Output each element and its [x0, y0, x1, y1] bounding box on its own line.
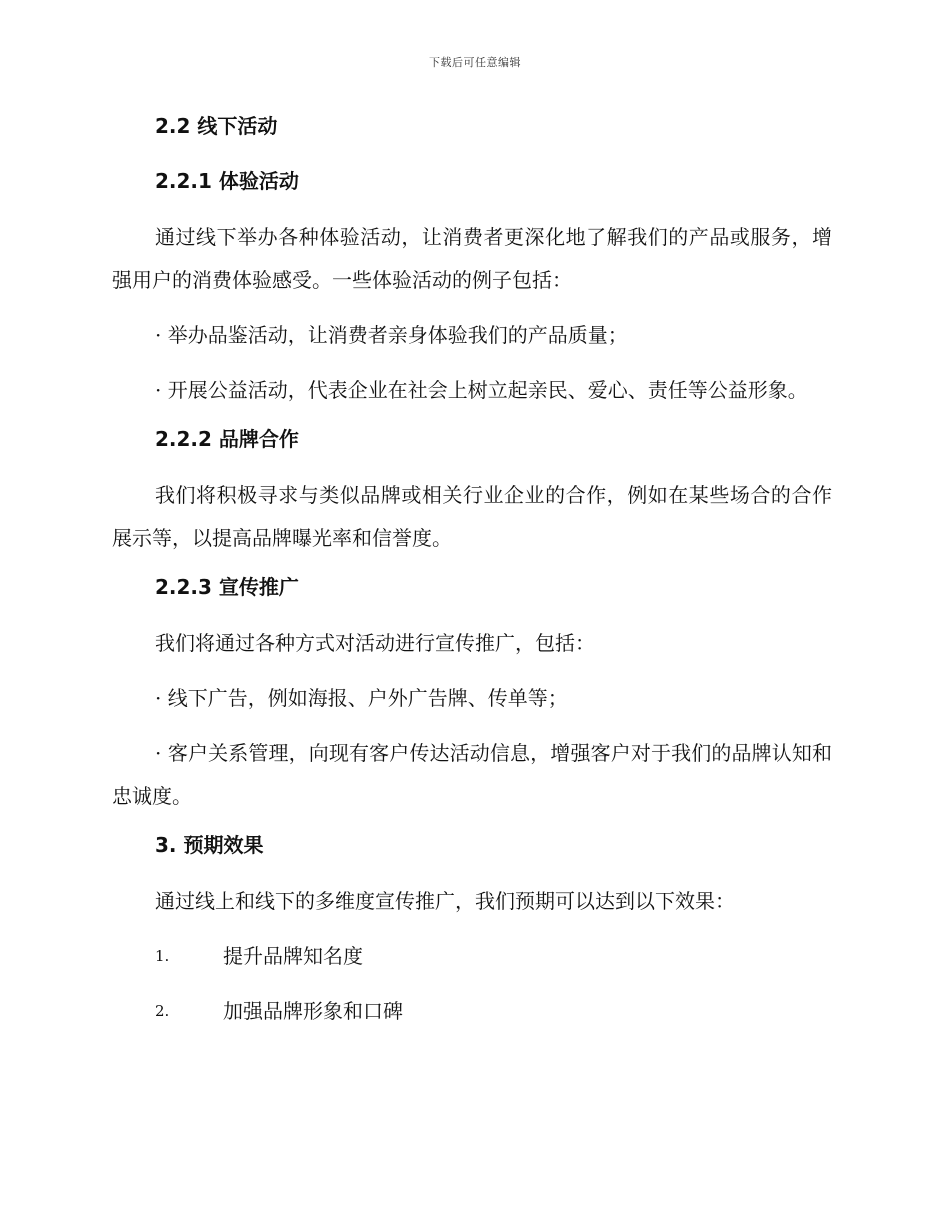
list-item-number: 1. — [155, 947, 170, 965]
paragraph-experience-item-1: · 举办品鉴活动，让消费者亲身体验我们的产品质量； — [155, 323, 628, 347]
paragraph-promotion-item-2: · 客户关系管理，向现有客户传达活动信息，增强客户对于我们的品牌认知和忠诚度。 — [112, 741, 832, 808]
list-item-number: 2. — [155, 1002, 170, 1020]
paragraph-promotion-intro: 我们将通过各种方式对活动进行宣传推广，包括： — [155, 631, 595, 655]
list-item-text: 加强品牌形象和口碑 — [223, 999, 403, 1023]
heading-2-2-2: 2.2.2 品牌合作 — [155, 427, 299, 451]
list-item — [112, 935, 832, 978]
heading-2-2-1: 2.2.1 体验活动 — [155, 169, 299, 193]
heading-3: 3. 预期效果 — [155, 833, 264, 857]
list-item — [112, 990, 832, 1033]
paragraph-brand-cooperation: 我们将积极寻求与类似品牌或相关行业企业的合作，例如在某些场合的合作展示等，以提高品牌曝光率和信誉度。 — [112, 483, 832, 550]
paragraph-expected-intro: 通过线上和线下的多维度宣传推广，我们预期可以达到以下效果： — [155, 889, 735, 913]
heading-2-2: 2.2 线下活动 — [155, 114, 278, 138]
list-item-text: 提升品牌知名度 — [223, 944, 363, 968]
document-body — [112, 111, 832, 1045]
page-header: 下载后可任意编辑 — [429, 56, 521, 69]
paragraph-experience-item-2: · 开展公益活动，代表企业在社会上树立起亲民、爱心、责任等公益形象。 — [155, 378, 808, 402]
heading-2-2-3: 2.2.3 宣传推广 — [155, 575, 299, 599]
paragraph-experience-intro: 通过线下举办各种体验活动，让消费者更深化地了解我们的产品或服务，增强用户的消费体验感受。一些体验活动的例子包括： — [112, 225, 832, 292]
paragraph-promotion-item-1: · 线下广告，例如海报、户外广告牌、传单等； — [155, 686, 568, 710]
